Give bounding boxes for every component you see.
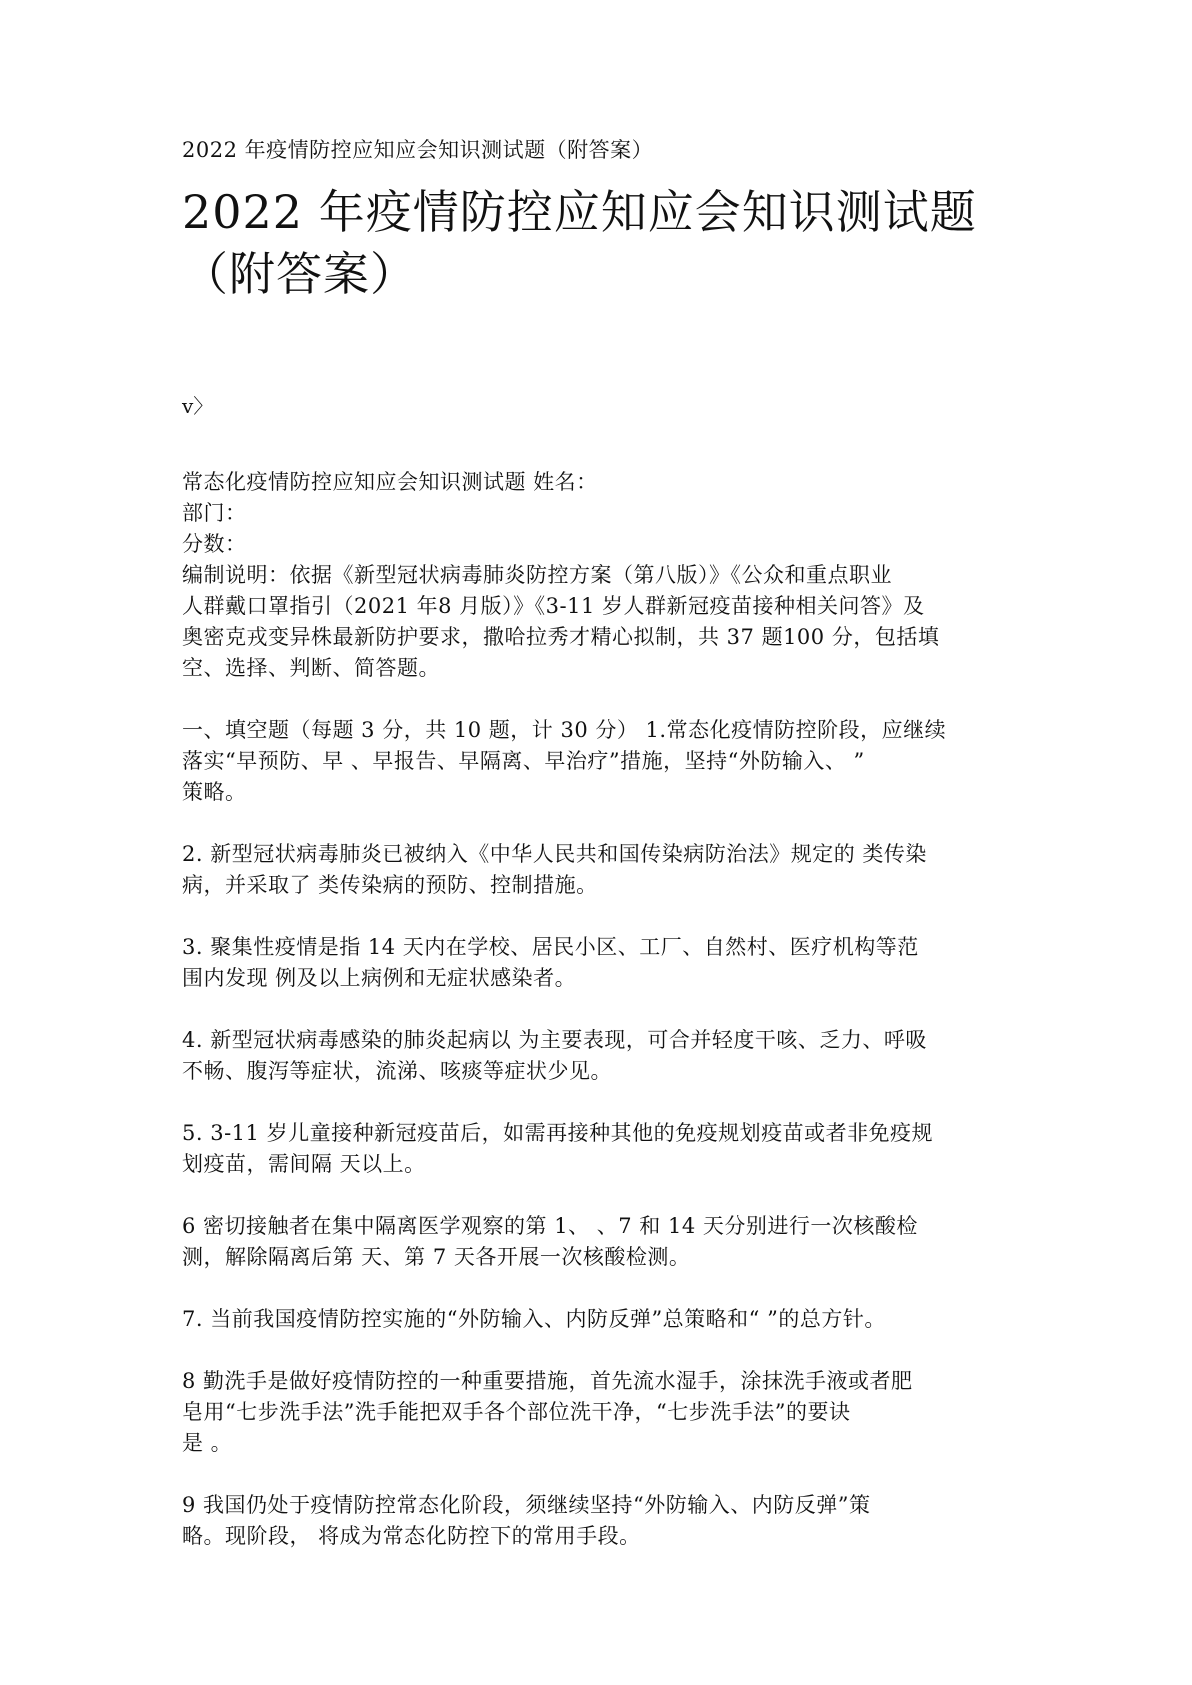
question-7 [182,1304,1022,1335]
question-line: 病，并采取了 类传染病的预防、控制措施。 [182,873,598,897]
intro-block [182,467,1022,684]
document-body [182,135,1022,1552]
question-line: 不畅、腹泻等症状，流涕、咳痰等症状少见。 [182,1059,612,1083]
question-3 [182,932,1022,994]
question-4 [182,1025,1022,1087]
question-line: 4. 新型冠状病毒感染的肺炎起病以 为主要表现，可合并轻度干咳、乏力、呼吸 [182,1028,927,1052]
section-line: 策略。 [182,780,247,804]
question-line: 3. 聚集性疫情是指 14 天内在学校、居民小区、工厂、自然村、医疗机构等范 [182,935,919,959]
question-line: 8 勤洗手是做好疫情防控的一种重要措施，首先流水湿手，涂抹洗手液或者肥 [182,1369,913,1393]
question-line: 6 密切接触者在集中隔离医学观察的第 1、 、7 和 14 天分别进行一次核酸检 [182,1214,918,1238]
question-line: 是 。 [182,1431,233,1455]
document-title [182,181,1022,305]
title-line-2: （附答案） [182,247,417,301]
question-8 [182,1366,1022,1459]
section-line: 落实“早预防、早 、早报告、早隔离、早治疗”措施，坚持“外防输入、 ” [182,749,865,773]
intro-line: 部门： [182,501,247,525]
question-line: 9 我国仍处于疫情防控常态化阶段，须继续坚持“外防输入、内防反弹”策 [182,1493,871,1517]
page-marker: v〉 [182,394,214,418]
intro-line: 人群戴口罩指引（2021 年8 月版）》《3-11 岁人群新冠疫苗接种相关问答》及 [182,594,925,618]
question-line: 皂用“七步洗手法”洗手能把双手各个部位洗干净，“七步洗手法”的要诀 [182,1400,851,1424]
title-line-1: 2022 年疫情防控应知应会知识测试题 [182,185,977,239]
question-line: 5. 3-11 岁儿童接种新冠疫苗后，如需再接种其他的免疫规划疫苗或者非免疫规 [182,1121,934,1145]
question-6 [182,1211,1022,1273]
question-5 [182,1118,1022,1180]
question-line: 围内发现 例及以上病例和无症状感染者。 [182,966,577,990]
question-2 [182,839,1022,901]
question-line: 2. 新型冠状病毒肺炎已被纳入《中华人民共和国传染病防治法》规定的 类传染 [182,842,927,866]
section-fill-in-blank [182,715,1022,808]
intro-line: 奥密克戎变异株最新防护要求，撒哈拉秀才精心拟制，共 37 题100 分，包括填 [182,625,940,649]
question-line: 略。现阶段， 将成为常态化防控下的常用手段。 [182,1524,641,1548]
section-line: 一、填空题（每题 3 分，共 10 题，计 30 分） 1.常态化疫情防控阶段，应继续 [182,718,947,742]
intro-line: 常态化疫情防控应知应会知识测试题 姓名： [182,470,598,494]
question-line: 测，解除隔离后第 天、第 7 天各开展一次核酸检测。 [182,1245,691,1269]
question-9 [182,1490,1022,1552]
intro-line: 分数： [182,532,247,556]
running-header: 2022 年疫情防控应知应会知识测试题（附答案） [182,138,654,162]
question-line: 划疫苗，需间隔 天以上。 [182,1152,426,1176]
intro-line: 编制说明：依据《新型冠状病毒肺炎防控方案（第八版）》《公众和重点职业 [182,563,892,587]
intro-line: 空、选择、判断、简答题。 [182,656,440,680]
question-line: 7. 当前我国疫情防控实施的“外防输入、内防反弹”总策略和“ ”的总方针。 [182,1307,886,1331]
